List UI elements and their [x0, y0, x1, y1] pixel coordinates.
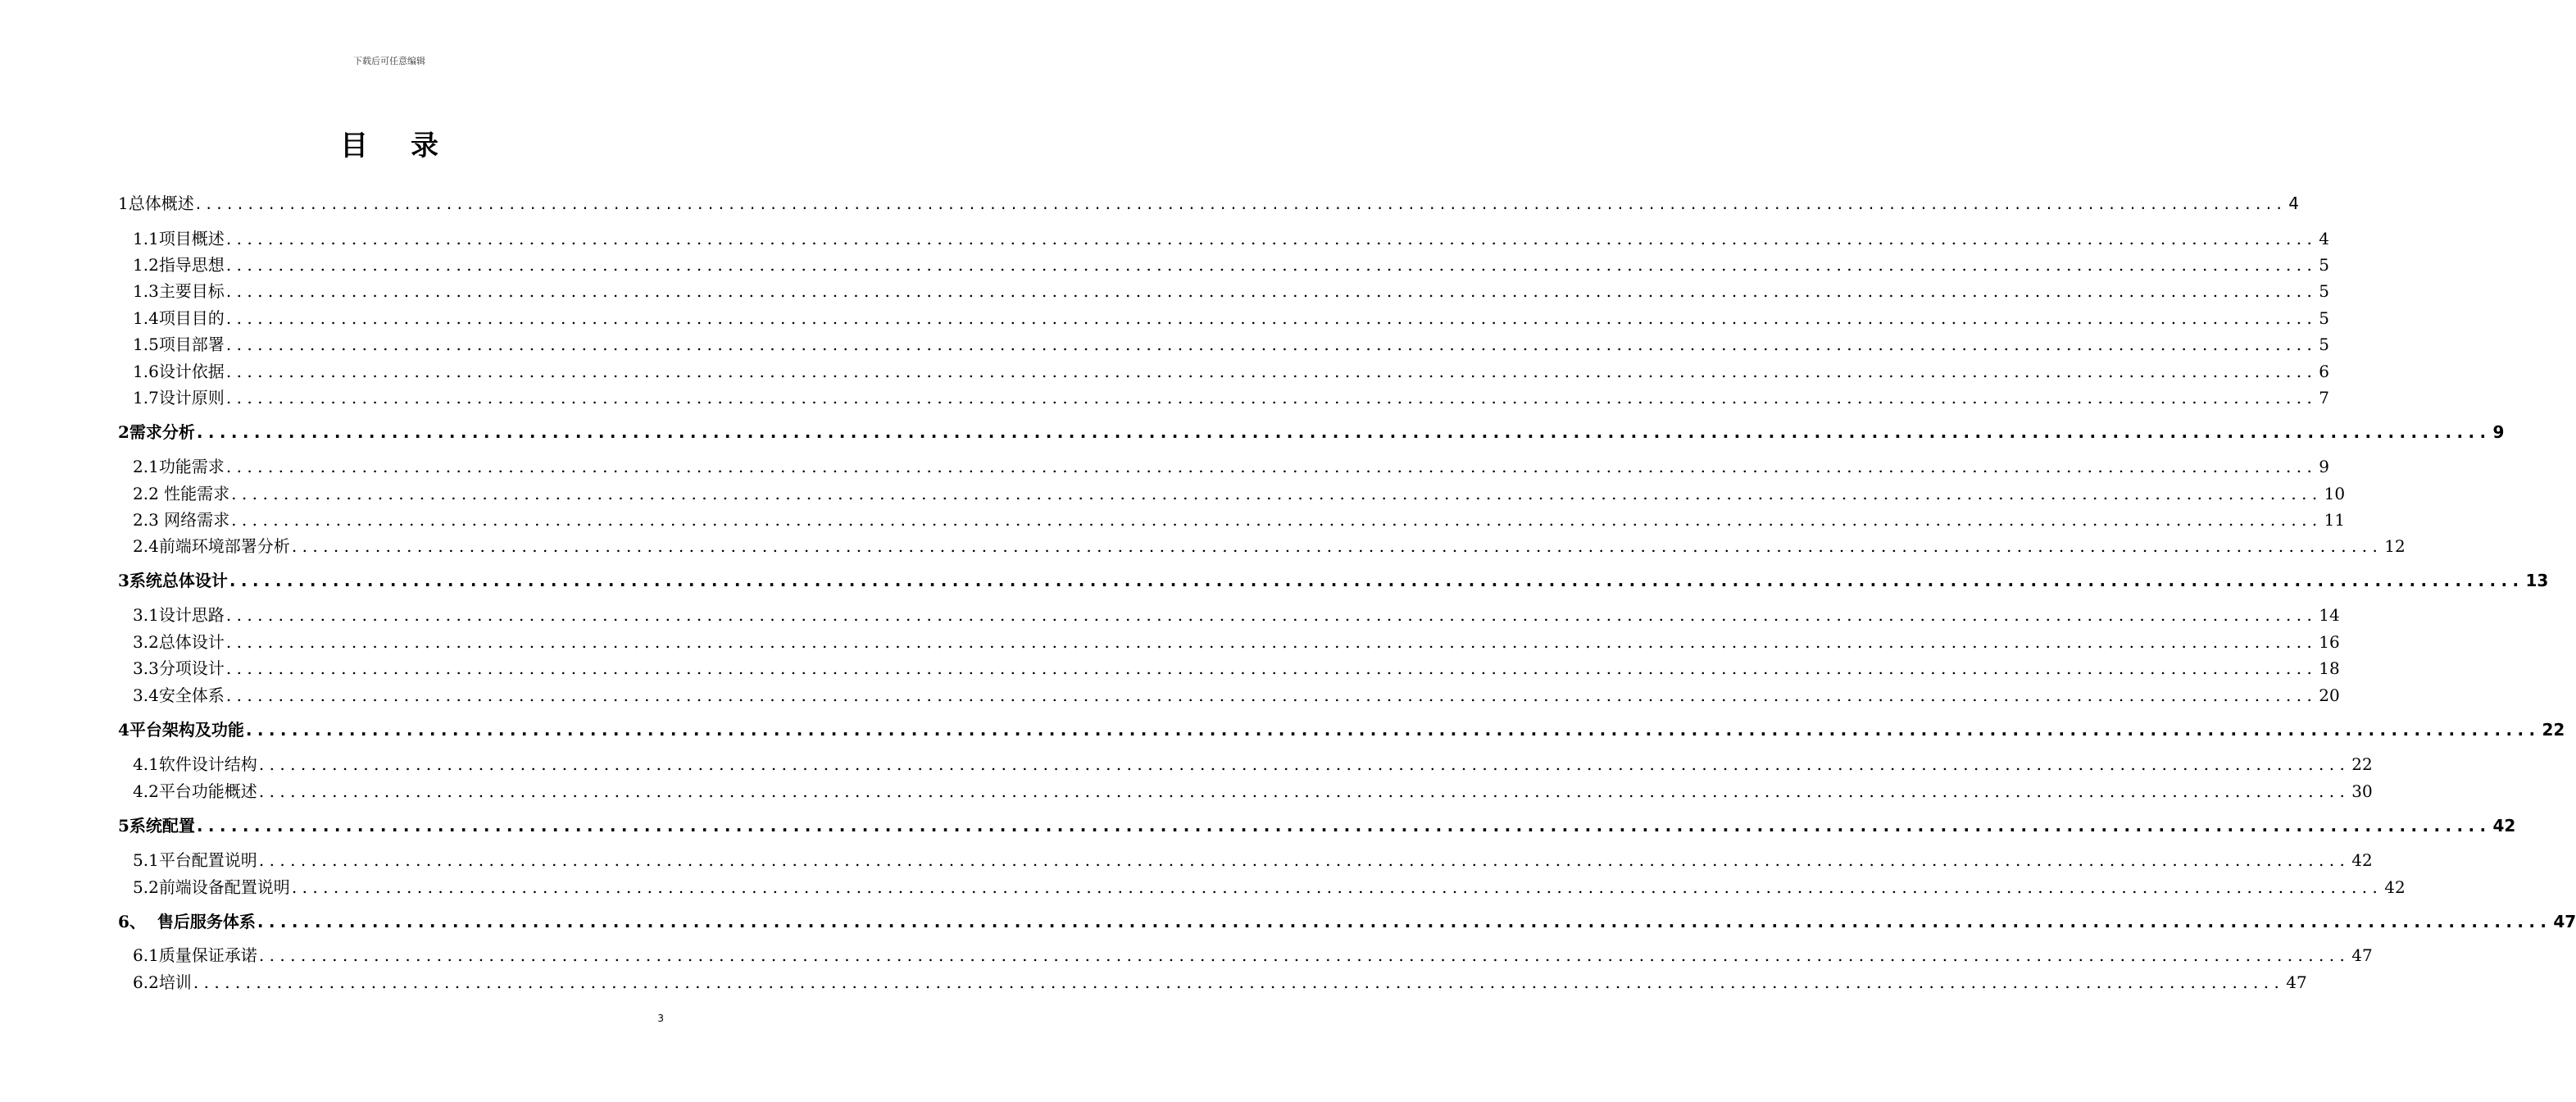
toc-entry[interactable] — [118, 754, 2373, 775]
toc-dot-leader: ........................................................................................................................................................................................................ — [231, 484, 2323, 503]
toc-entry-number: 4 — [118, 720, 129, 740]
table-of-contents — [118, 0, 2576, 1102]
toc-entry-title: 设计思路 — [158, 605, 225, 625]
toc-entry-title: 平台架构及功能 — [129, 720, 244, 740]
toc-entry[interactable] — [118, 280, 2330, 302]
toc-entry-page: 12 — [2384, 536, 2406, 556]
toc-dot-leader: ........................................................................................................................................................................................................ — [225, 605, 2318, 625]
toc-entry-number: 1.6 — [133, 362, 159, 381]
toc-entry-page: 9 — [2319, 457, 2330, 476]
toc-entry-page: 30 — [2351, 781, 2373, 801]
toc-entry-title: 项目概述 — [158, 229, 225, 248]
toc-entry-label — [118, 509, 229, 531]
toc-entry-page: 10 — [2324, 484, 2346, 503]
toc-entry-page: 9 — [2492, 422, 2505, 442]
toc-entry[interactable] — [118, 685, 2340, 706]
toc-entry-label — [118, 228, 225, 249]
toc-entry-number: 3 — [118, 571, 129, 590]
toc-entry[interactable] — [118, 254, 2330, 276]
toc-entry-label — [118, 815, 195, 836]
toc-entry-page: 5 — [2319, 335, 2330, 354]
toc-entry-number: 2.2 — [133, 484, 159, 503]
toc-entry-title: 设计原则 — [158, 388, 225, 408]
toc-entry-title: 系统总体设计 — [129, 571, 228, 590]
toc-entry-title: 主要目标 — [158, 281, 225, 301]
toc-dot-leader: ........................................................................................................................................................................................................ — [291, 877, 2383, 897]
toc-entry-label — [118, 658, 225, 679]
toc-entry[interactable] — [118, 483, 2346, 504]
toc-entry-title: 功能需求 — [158, 457, 225, 476]
toc-entry-title: 总体概述 — [128, 194, 194, 213]
toc-title-char-1: 目 — [340, 130, 368, 162]
toc-entry[interactable] — [118, 781, 2373, 802]
toc-entry-label — [118, 972, 192, 993]
toc-dot-leader: ........................................................................................................................................................................................................ — [195, 194, 2288, 213]
toc-entry-page: 47 — [2351, 945, 2373, 965]
toc-entry[interactable] — [118, 421, 2505, 443]
toc-entry-number: 4.2 — [133, 781, 159, 801]
toc-dot-leader: ........................................................................................................................................................................................................ — [258, 945, 2351, 965]
toc-entry-page: 22 — [2351, 754, 2373, 774]
toc-entry-label — [118, 945, 257, 966]
toc-entry[interactable] — [118, 509, 2346, 531]
toc-entry-label — [118, 421, 195, 443]
toc-entry-title: 安全体系 — [158, 685, 225, 705]
toc-dot-leader: ........................................................................................................................................................................................................ — [225, 308, 2318, 328]
toc-entry[interactable] — [118, 387, 2330, 408]
toc-entry-title: 需求分析 — [129, 422, 195, 442]
toc-entry-number: 2 — [118, 422, 129, 442]
toc-entry[interactable] — [118, 849, 2373, 871]
toc-entry-number: 5.2 — [133, 877, 159, 897]
toc-entry-title: 平台功能概述 — [158, 781, 257, 801]
toc-entry-label — [118, 685, 225, 706]
toc-entry-label — [118, 307, 225, 329]
toc-entry-title: 质量保证承诺 — [158, 945, 257, 965]
toc-entry-title: 设计依据 — [158, 362, 225, 381]
toc-entry-page: 7 — [2319, 388, 2330, 408]
toc-entry-label — [118, 387, 225, 408]
toc-entry[interactable] — [118, 228, 2330, 249]
toc-entry-title: 售后服务体系 — [145, 912, 256, 931]
toc-entry-page: 14 — [2319, 605, 2340, 625]
toc-entry-label — [118, 361, 225, 382]
toc-entry-page: 5 — [2319, 281, 2330, 301]
toc-entry-label — [118, 193, 194, 214]
toc-dot-leader: ........................................................................................................................................................................................................ — [225, 335, 2318, 354]
toc-entry-title: 前端设备配置说明 — [158, 877, 290, 897]
toc-entry[interactable] — [118, 535, 2406, 557]
toc-entry-label — [118, 254, 225, 276]
toc-entry[interactable] — [118, 719, 2565, 740]
toc-entry-page: 42 — [2351, 850, 2373, 870]
toc-entry-number: 2.3 — [133, 510, 159, 530]
toc-entry-number: 6.2 — [133, 972, 159, 992]
toc-dot-leader: ........................................................................................................................................................................................................ — [193, 972, 2285, 992]
toc-entry-page: 16 — [2319, 632, 2340, 652]
toc-entry[interactable] — [118, 361, 2330, 382]
toc-entry-page: 4 — [2288, 194, 2299, 213]
toc-entry-label — [118, 781, 257, 802]
toc-entry-number: 1.2 — [133, 255, 159, 275]
toc-entry-page: 42 — [2384, 877, 2406, 897]
toc-entry-number: 3.2 — [133, 632, 159, 652]
toc-dot-leader: ........................................................................................................................................................................................................ — [258, 850, 2351, 870]
toc-entry-number: 1.5 — [133, 335, 159, 354]
toc-entry-label — [118, 631, 225, 653]
toc-entry[interactable] — [118, 334, 2330, 355]
toc-entry-label — [118, 535, 290, 557]
toc-dot-leader: ........................................................................................................................................................................................................ — [258, 781, 2351, 801]
toc-entry-label — [118, 456, 225, 477]
toc-entry-number: 1.1 — [133, 229, 159, 248]
toc-entry-label — [118, 849, 257, 871]
toc-dot-leader: ........................................................................................................................................................................................................ — [225, 388, 2318, 408]
toc-dot-leader: ........................................................................................................................................................................................................ — [225, 229, 2318, 248]
toc-entry-page: 5 — [2319, 308, 2330, 328]
toc-dot-leader: ........................................................................................................................................................................................................ — [245, 720, 2541, 740]
toc-entry-number: 3.4 — [133, 685, 159, 705]
toc-dot-leader: ........................................................................................................................................................................................................ — [225, 658, 2318, 678]
toc-entry-number: 3.3 — [133, 658, 159, 678]
toc-entry[interactable] — [118, 604, 2340, 626]
toc-entry-page: 6 — [2319, 362, 2330, 381]
toc-dot-leader: ........................................................................................................................................................................................................ — [257, 912, 2552, 931]
toc-entry-title: 总体设计 — [158, 632, 225, 652]
toc-entry[interactable] — [118, 193, 2299, 214]
toc-entry-label — [118, 280, 225, 302]
toc-entry-label — [118, 877, 290, 898]
toc-entry-number: 4.1 — [133, 754, 159, 774]
toc-entry-number: 1.4 — [133, 308, 159, 328]
toc-entry-number: 5 — [118, 816, 129, 836]
page-number: 3 — [657, 1013, 664, 1024]
toc-entry-label — [118, 483, 229, 504]
toc-entry-label — [118, 911, 256, 932]
toc-entry-title: 性能需求 — [158, 484, 230, 503]
toc-entry-number: 6.1 — [133, 945, 159, 965]
toc-entry[interactable] — [118, 631, 2340, 653]
toc-entry-title: 指导思想 — [158, 255, 225, 275]
toc-entry-title: 项目部署 — [158, 335, 225, 354]
toc-entry-title: 前端环境部署分析 — [158, 536, 290, 556]
toc-entry[interactable] — [118, 911, 2576, 932]
toc-entry-number: 5.1 — [133, 850, 159, 870]
toc-entry-number: 2.4 — [133, 536, 159, 556]
toc-entry-page: 4 — [2319, 229, 2330, 248]
toc-entry[interactable] — [118, 945, 2373, 966]
toc-dot-leader: ........................................................................................................................................................................................................ — [231, 510, 2323, 530]
toc-entry-number: 3.1 — [133, 605, 159, 625]
toc-dot-leader: ........................................................................................................................................................................................................ — [291, 536, 2383, 556]
toc-entry[interactable] — [118, 307, 2330, 329]
toc-entry-title: 培训 — [158, 972, 192, 992]
toc-entry-page: 11 — [2324, 510, 2346, 530]
toc-dot-leader: ........................................................................................................................................................................................................ — [225, 255, 2318, 275]
toc-entry-page: 13 — [2525, 571, 2549, 590]
toc-entry-number: 1.7 — [133, 388, 159, 408]
toc-title-char-2: 录 — [411, 130, 438, 162]
toc-entry[interactable] — [118, 658, 2340, 679]
toc-dot-leader: ........................................................................................................................................................................................................ — [225, 632, 2318, 652]
page-header: 下载后可任意编辑 — [353, 56, 425, 66]
toc-entry-number: 6、 — [118, 912, 146, 931]
toc-entry-number: 1.3 — [133, 281, 159, 301]
toc-dot-leader: ........................................................................................................................................................................................................ — [225, 362, 2318, 381]
toc-entry-label — [118, 334, 225, 355]
toc-entry-title: 软件设计结构 — [158, 754, 257, 774]
toc-dot-leader: ........................................................................................................................................................................................................ — [196, 816, 2492, 836]
toc-dot-leader: ........................................................................................................................................................................................................ — [225, 685, 2318, 705]
toc-entry-label — [118, 604, 225, 626]
toc-entry-title: 平台配置说明 — [158, 850, 257, 870]
toc-entry-number: 2.1 — [133, 457, 159, 476]
toc-entry-title: 分项设计 — [158, 658, 225, 678]
toc-entry-number: 1 — [118, 194, 129, 213]
toc-dot-leader: ........................................................................................................................................................................................................ — [258, 754, 2351, 774]
toc-entry-page: 47 — [2286, 972, 2307, 992]
toc-entry[interactable] — [118, 877, 2406, 898]
toc-entry-page: 20 — [2319, 685, 2340, 705]
toc-dot-leader: ........................................................................................................................................................................................................ — [196, 422, 2492, 442]
toc-entry-page: 47 — [2553, 912, 2576, 931]
toc-entry-title: 系统配置 — [129, 816, 195, 836]
toc-entry[interactable] — [118, 570, 2549, 591]
toc-entry-label — [118, 754, 257, 775]
toc-dot-leader: ........................................................................................................................................................................................................ — [225, 281, 2318, 301]
toc-entry-page: 5 — [2319, 255, 2330, 275]
toc-entry-title: 网络需求 — [158, 510, 230, 530]
toc-entry-page: 22 — [2542, 720, 2565, 740]
toc-entry-page: 18 — [2319, 658, 2340, 678]
toc-entry[interactable] — [118, 456, 2330, 477]
toc-entry-title: 项目目的 — [158, 308, 225, 328]
toc-entry-page: 42 — [2492, 816, 2516, 836]
toc-entry-label — [118, 570, 228, 591]
toc-dot-leader: ........................................................................................................................................................................................................ — [229, 571, 2524, 590]
toc-entry[interactable] — [118, 815, 2516, 836]
toc-dot-leader: ........................................................................................................................................................................................................ — [225, 457, 2318, 476]
toc-entry-label — [118, 719, 244, 740]
toc-entry[interactable] — [118, 972, 2307, 993]
